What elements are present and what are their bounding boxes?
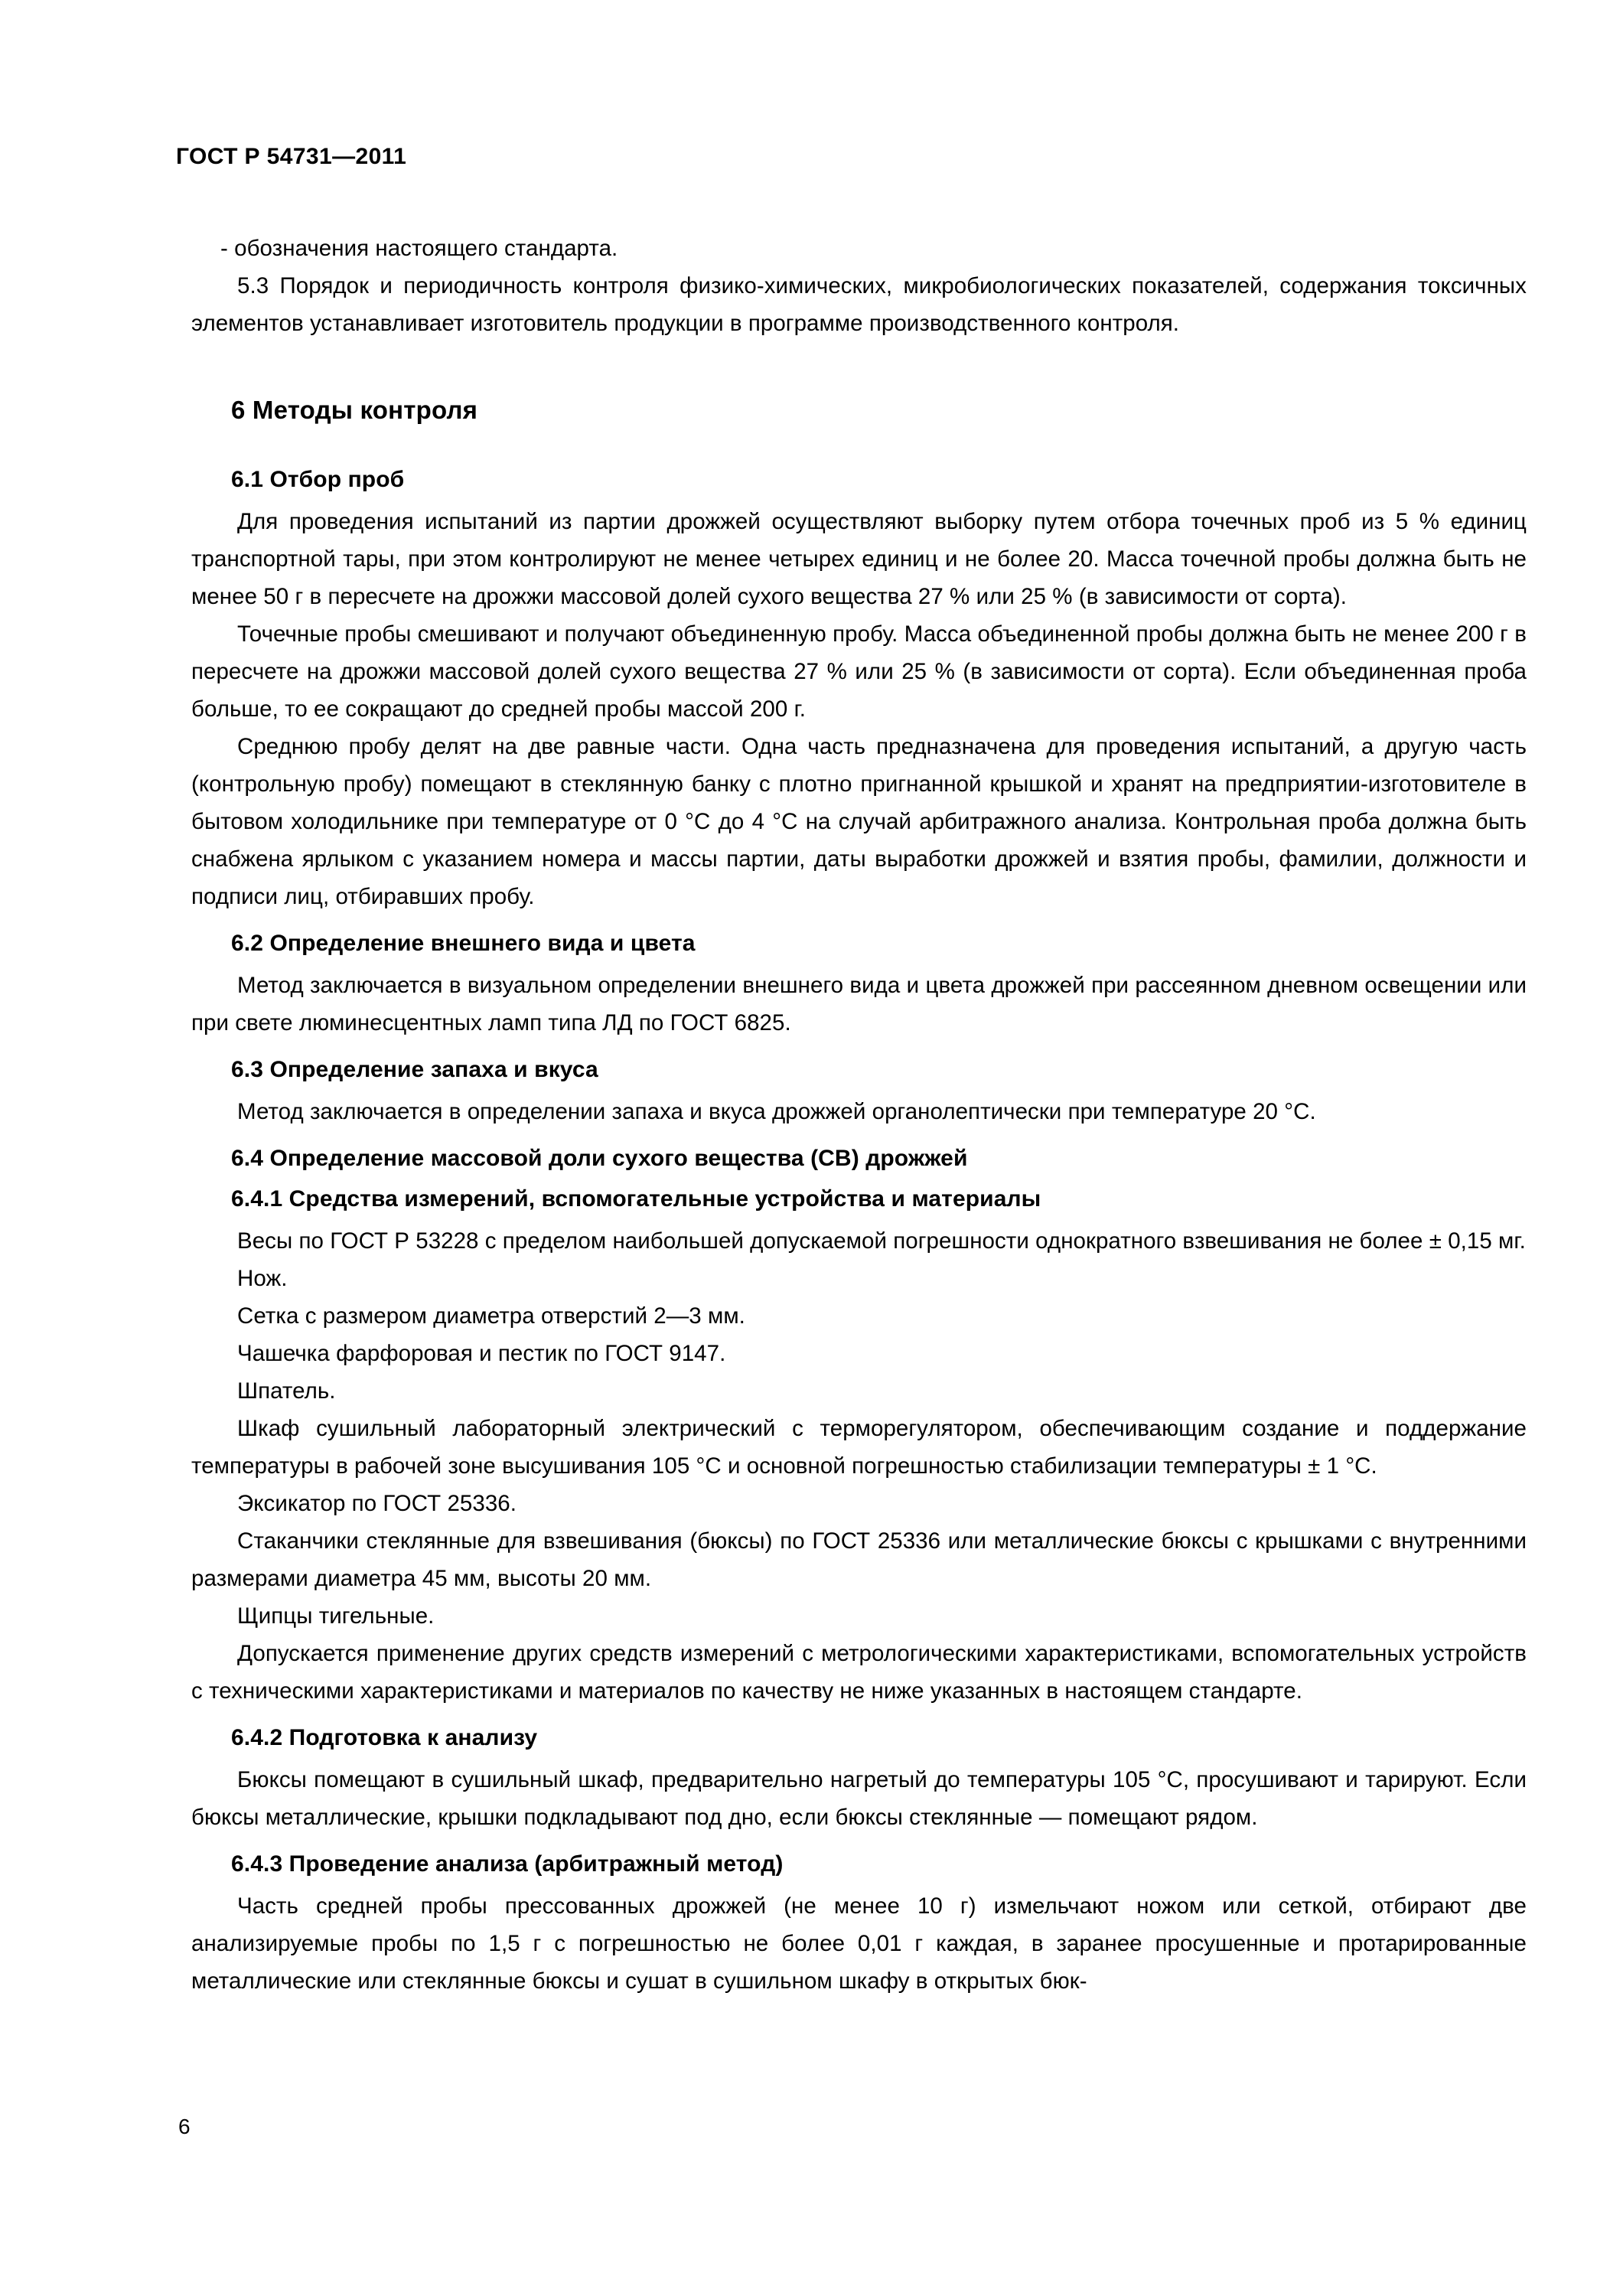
spacer bbox=[191, 1710, 1527, 1719]
heading-section-6: 6 Методы контроля bbox=[231, 396, 478, 424]
heading-section-6-4-1: 6.4.1 Средства измерений, вспомогательные устройства и материалы bbox=[231, 1186, 1041, 1212]
page-header-standard-number: ГОСТ Р 54731—2011 bbox=[176, 144, 407, 169]
spacer bbox=[191, 1130, 1527, 1140]
paragraph-equipment-crucible-tongs: Щипцы тигельные. bbox=[237, 1603, 435, 1629]
paragraph-equipment-scales: Весы по ГОСТ Р 53228 с пределом наибольшей допускаемой погрешности однократного взвешивания не более ± 0,15 мг. bbox=[237, 1228, 1526, 1254]
heading-section-6-4: 6.4 Определение массовой доли сухого вещества (СВ) дрожжей bbox=[231, 1146, 968, 1171]
paragraph-6-2: Метод заключается в визуальном определении внешнего вида и цвета дрожжей при рассеянном дневном освещении или при свете люминесцентных ламп типа ЛД по ГОСТ 6825. bbox=[191, 973, 1527, 1035]
spacer bbox=[191, 1836, 1527, 1845]
paragraph-6-1-average-sample: Среднюю пробу делят на две равные части. Одна часть предназначена для проведения испытаний, а другую часть (контрольную пробу) помещают в стеклянную банку с плотно пригнанной крышкой и хранят на предприятии-изготовителе в бытовом холодильнике при температуре от 0 °С до 4 °С на случай арбитражного анализа. Контрольная проба должна быть снабжена ярлыком с указанием номера и массы партии, даты выработки дрожжей и взятия пробы, фамилии, должности и подписи лиц, отбиравших пробу. bbox=[191, 734, 1527, 909]
paragraph-equipment-mesh: Сетка с размером диаметра отверстий 2—3 мм. bbox=[237, 1303, 745, 1329]
paragraph-6-1-sampling: Для проведения испытаний из партии дрожжей осуществляют выборку путем отбора точечных проб из 5 % единиц транспортной тары, при этом контролируют не менее четырех единиц и не более 20. Масса точечной пробы должна быть не менее 50 г в пересчете на дрожжи массовой долей сухого вещества 27 % или 25 % (в зависимости от сорта). bbox=[191, 509, 1527, 609]
page-number: 6 bbox=[178, 2115, 191, 2138]
paragraph-6-1-combined-sample: Точечные пробы смешивают и получают объединенную пробу. Масса объединенной пробы должна быть не менее 200 г в пересчете на дрожжи массовой долей сухого вещества 27 % или 25 % (в зависимости от сорта). Если объединенная проба больше, то ее сокращают до средней пробы массой 200 г. bbox=[191, 621, 1527, 722]
heading-section-6-3: 6.3 Определение запаха и вкуса bbox=[231, 1057, 598, 1082]
paragraph-5-3: 5.3 Порядок и периодичность контроля физико-химических, микробиологических показателей, содержания токсичных элементов устанавливает изготовитель продукции в программе производственного контроля. bbox=[191, 273, 1527, 336]
document-body bbox=[191, 230, 1527, 2000]
heading-section-6-4-2: 6.4.2 Подготовка к анализу bbox=[231, 1725, 538, 1750]
paragraph-6-4-3: Часть средней пробы прессованных дрожжей (не менее 10 г) измельчают ножом или сеткой, отбирают две анализируемые пробы по 1,5 г с погрешностью не более 0,01 г каждая, в заранее просушенные и протарированные металлические или стеклянные бюксы и сушат в сушильном шкафу в открытых бюк- bbox=[191, 1893, 1527, 1994]
paragraph-equipment-knife: Нож. bbox=[237, 1266, 288, 1291]
paragraph-equipment-desiccator: Эксикатор по ГОСТ 25336. bbox=[237, 1491, 517, 1516]
spacer bbox=[191, 915, 1527, 925]
spacer bbox=[191, 1042, 1527, 1051]
paragraph-equipment-porcelain-cup: Чашечка фарфоровая и пестик по ГОСТ 9147. bbox=[237, 1341, 726, 1366]
paragraph-equipment-spatula: Шпатель. bbox=[237, 1378, 336, 1404]
paragraph-6-4-2: Бюксы помещают в сушильный шкаф, предварительно нагретый до температуры 105 °С, просушивают и тарируют. Если бюксы металлические, крышки подкладывают под дно, если бюксы стеклянные — помещают рядом. bbox=[191, 1767, 1527, 1830]
spacer bbox=[191, 342, 1527, 391]
spacer bbox=[191, 429, 1527, 461]
paragraph-equipment-drying-cabinet: Шкаф сушильный лабораторный электрический с терморегулятором, обеспечивающим создание и поддержание температуры в рабочей зоне высушивания 105 °С и основной погрешностью стабилизации температуры ± 1 °С. bbox=[191, 1416, 1527, 1479]
heading-section-6-1: 6.1 Отбор проб bbox=[231, 467, 405, 492]
paragraph-6-3: Метод заключается в определении запаха и вкуса дрожжей органолептически при температуре 20 °С. bbox=[237, 1099, 1316, 1124]
heading-section-6-4-3: 6.4.3 Проведение анализа (арбитражный метод) bbox=[231, 1851, 784, 1877]
paragraph-equipment-alternatives: Допускается применение других средств измерений с метрологическими характеристиками, вспомогательных устройств с техническими характеристиками и материалов по качеству не ниже указанных в настоящем стандарте. bbox=[191, 1641, 1527, 1704]
heading-section-6-2: 6.2 Определение внешнего вида и цвета bbox=[231, 931, 696, 956]
paragraph-equipment-weighing-beakers: Стаканчики стеклянные для взвешивания (бюксы) по ГОСТ 25336 или металлические бюксы с крышками с внутренними размерами диаметра 45 мм, высоты 20 мм. bbox=[191, 1528, 1527, 1591]
paragraph-dash-designation: - обозначения настоящего стандарта. bbox=[220, 236, 618, 261]
